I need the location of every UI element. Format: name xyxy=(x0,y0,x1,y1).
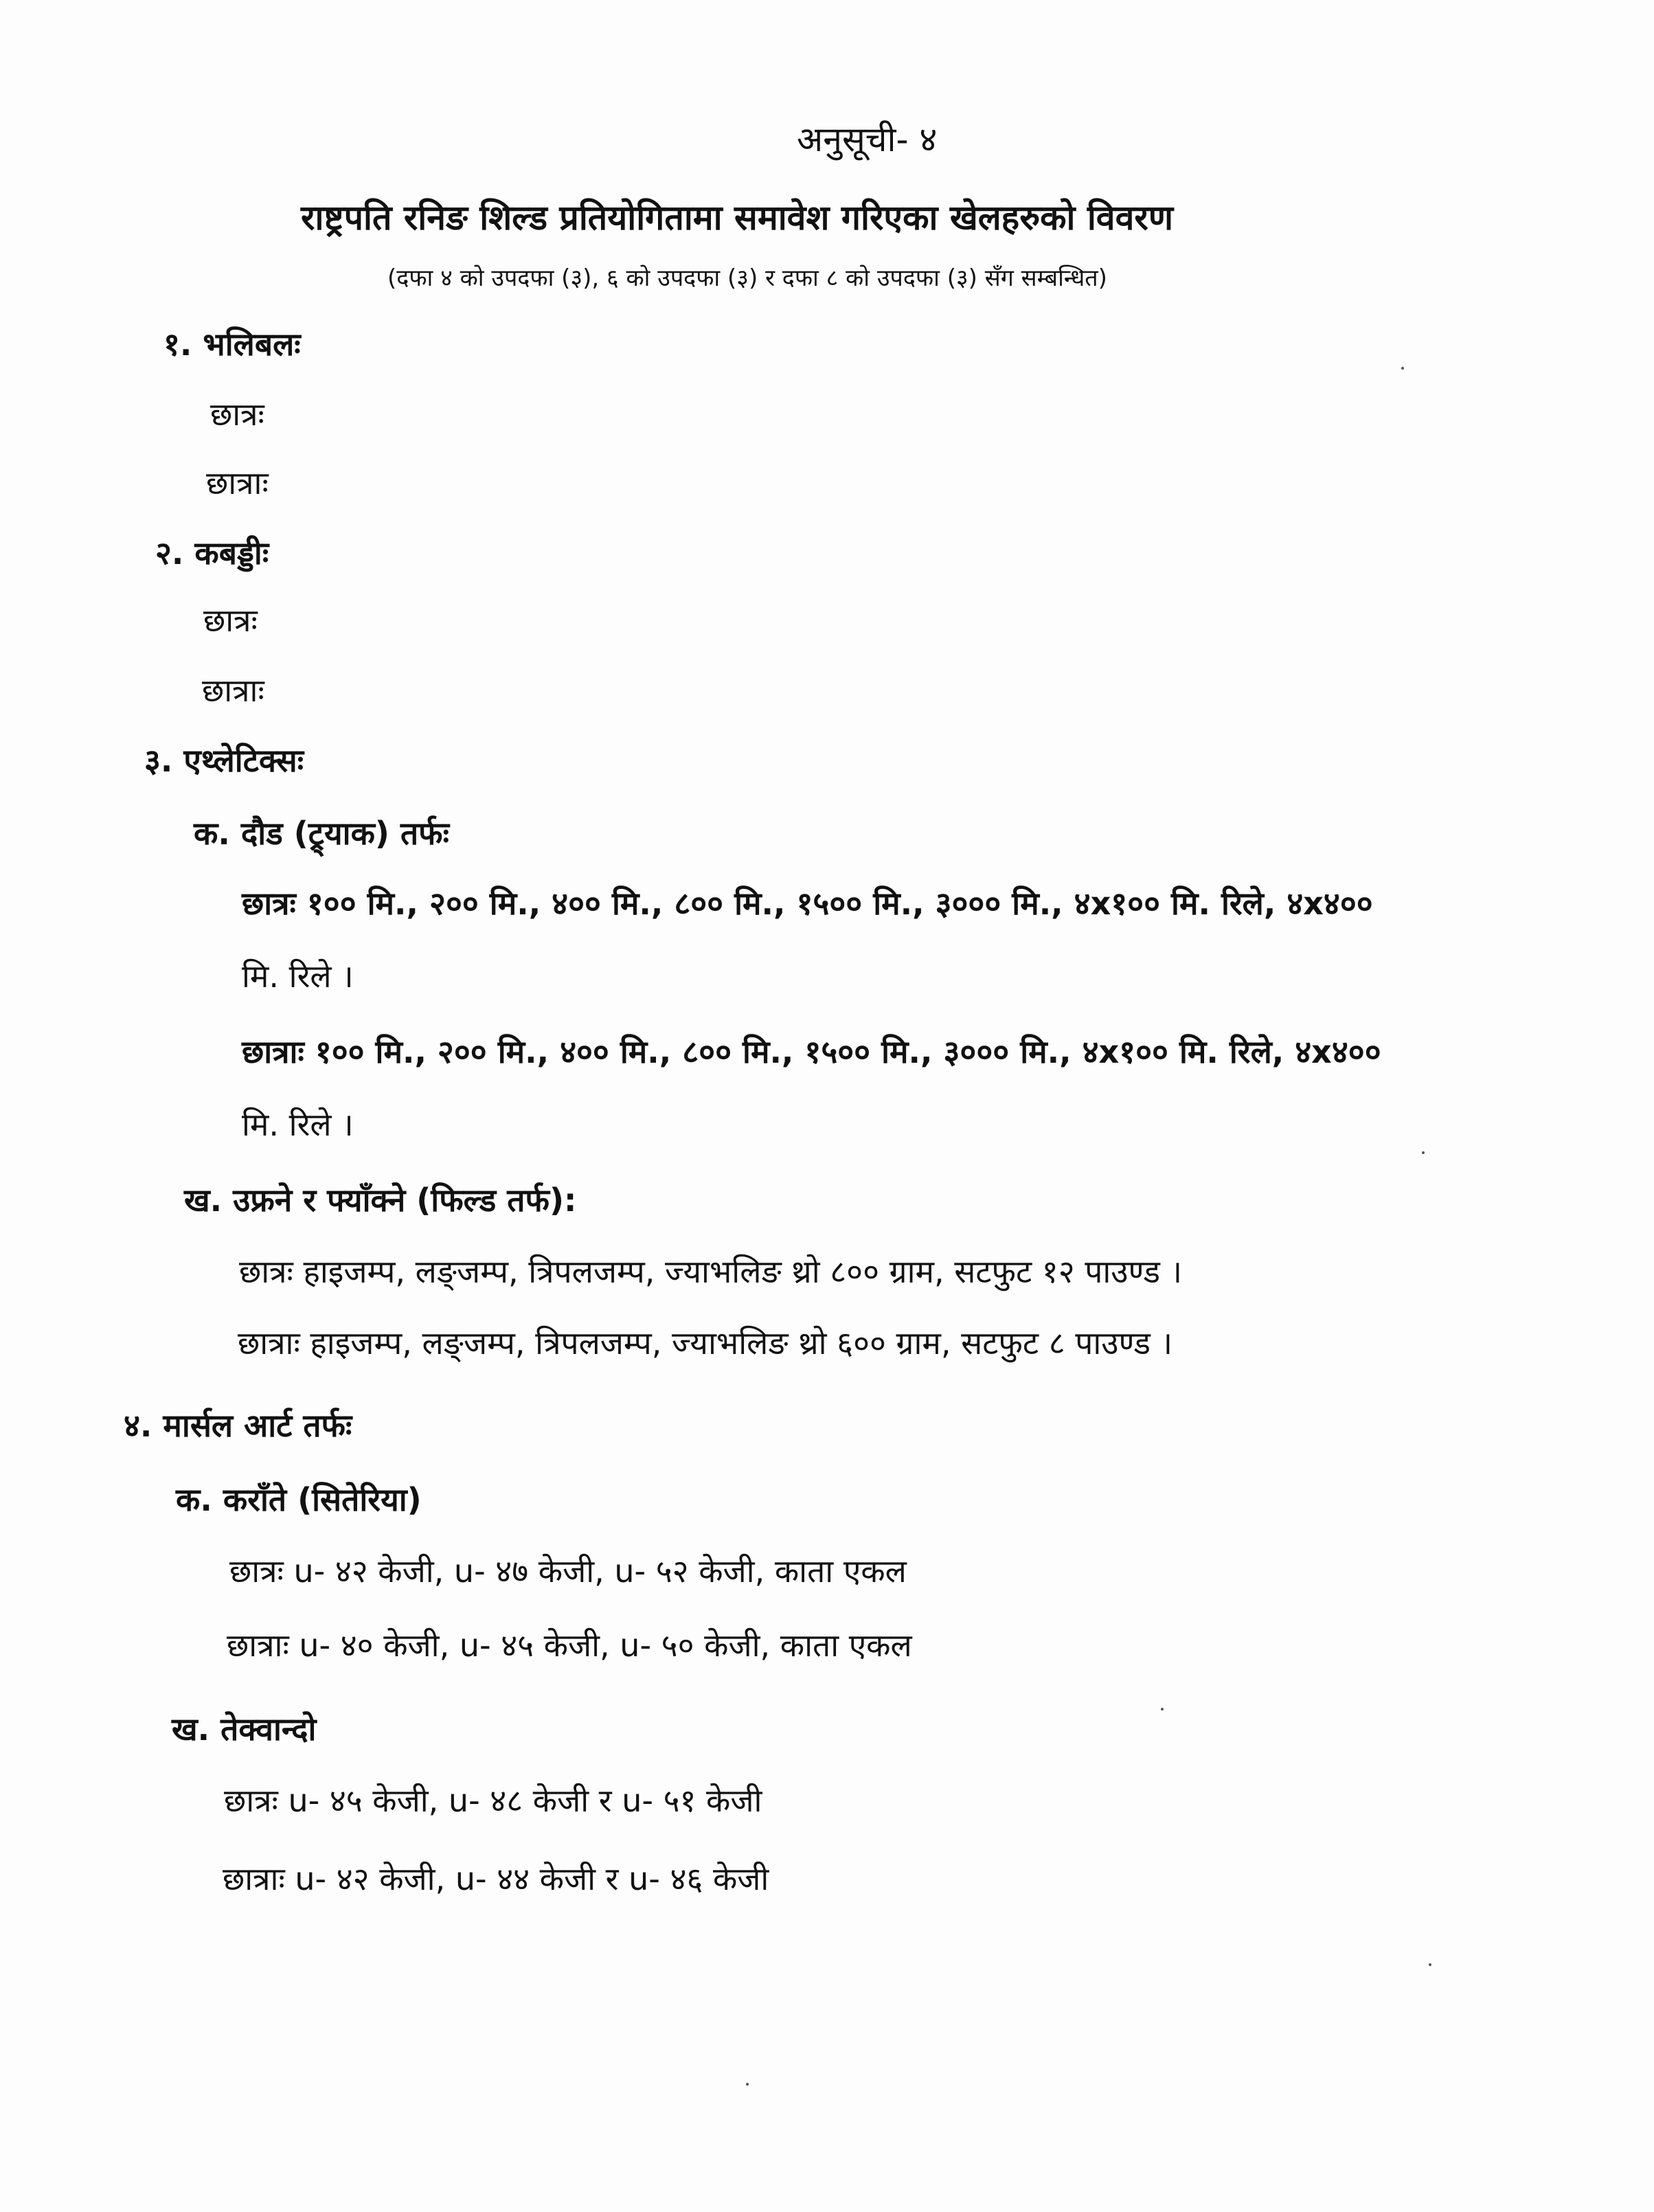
document-subtitle: (दफा ४ को उपदफा (३), ६ को उपदफा (३) र दफा ८ को उपदफा (३) सँग सम्बन्धित) xyxy=(387,264,1107,292)
scan-speck xyxy=(746,2083,749,2086)
kabaddi-boys-label: छात्रः xyxy=(203,602,258,639)
scan-speck xyxy=(1422,1151,1425,1154)
athletics-field-girls: छात्राः हाइजम्प, लङ्जम्प, त्रिपलजम्प, ज्याभलिङ थ्रो ६०० ग्राम, सटफुट ८ पाउण्ड । xyxy=(238,1324,1173,1362)
karate-girls: छात्राः u- ४० केजी, u- ४५ केजी, u- ५० केजी, काता एकल xyxy=(227,1627,912,1664)
athletics-field-heading: ख. उफ्रने र फ्याँक्ने (फिल्ड तर्फ): xyxy=(184,1182,577,1219)
scan-speck xyxy=(1161,1708,1164,1711)
athletics-track-heading: क. दौड (ट्र्याक) तर्फः xyxy=(194,815,449,852)
section-heading-kabaddi: २. कबड्डीः xyxy=(155,534,269,572)
volleyball-girls-label: छात्राः xyxy=(206,464,269,501)
athletics-track-girls-line2: मि. रिले । xyxy=(242,1106,354,1143)
taekwondo-girls: छात्राः u- ४२ केजी, u- ४४ केजी र u- ४६ केजी xyxy=(223,1860,769,1897)
section-heading-martial-arts: ४. मार्सल आर्ट तर्फः xyxy=(124,1407,352,1444)
kabaddi-girls-label: छात्राः xyxy=(202,672,264,709)
document-title: राष्ट्रपति रनिङ शिल्ड प्रतियोगितामा समावेश गरिएका खेलहरुको विवरण xyxy=(301,198,1173,238)
section-heading-volleyball: १. भलिबलः xyxy=(163,326,301,363)
athletics-track-girls-line1: छात्राः १०० मि., २०० मि., ४०० मि., ८०० मि., १५०० मि., ३००० मि., ४x१०० मि. रिले, ४x४०० xyxy=(242,1033,1381,1070)
karate-heading: क. कराँते (सितेरिया) xyxy=(176,1481,422,1518)
karate-boys: छात्रः u- ४२ केजी, u- ४७ केजी, u- ५२ केजी, काता एकल xyxy=(229,1553,907,1590)
schedule-label: अनुसूची- ४ xyxy=(797,120,938,159)
volleyball-boys-label: छात्रः xyxy=(210,396,264,433)
taekwondo-heading: ख. तेक्वान्दो xyxy=(172,1711,317,1748)
section-heading-athletics: ३. एथ्लेटिक्सः xyxy=(144,742,304,779)
taekwondo-boys: छात्रः u- ४५ केजी, u- ४८ केजी र u- ५१ केजी xyxy=(224,1782,762,1819)
athletics-track-boys-line1: छात्रः १०० मि., २०० मि., ४०० मि., ८०० मि., १५०० मि., ३००० मि., ४x१०० मि. रिले, ४x४०० xyxy=(242,885,1373,922)
scan-speck xyxy=(1429,1963,1431,1966)
athletics-track-boys-line2: मि. रिले । xyxy=(242,958,354,995)
athletics-field-boys: छात्रः हाइजम्प, लङ्जम्प, त्रिपलजम्प, ज्याभलिङ थ्रो ८०० ग्राम, सटफुट १२ पाउण्ड । xyxy=(239,1253,1183,1290)
scan-speck xyxy=(1401,367,1404,370)
